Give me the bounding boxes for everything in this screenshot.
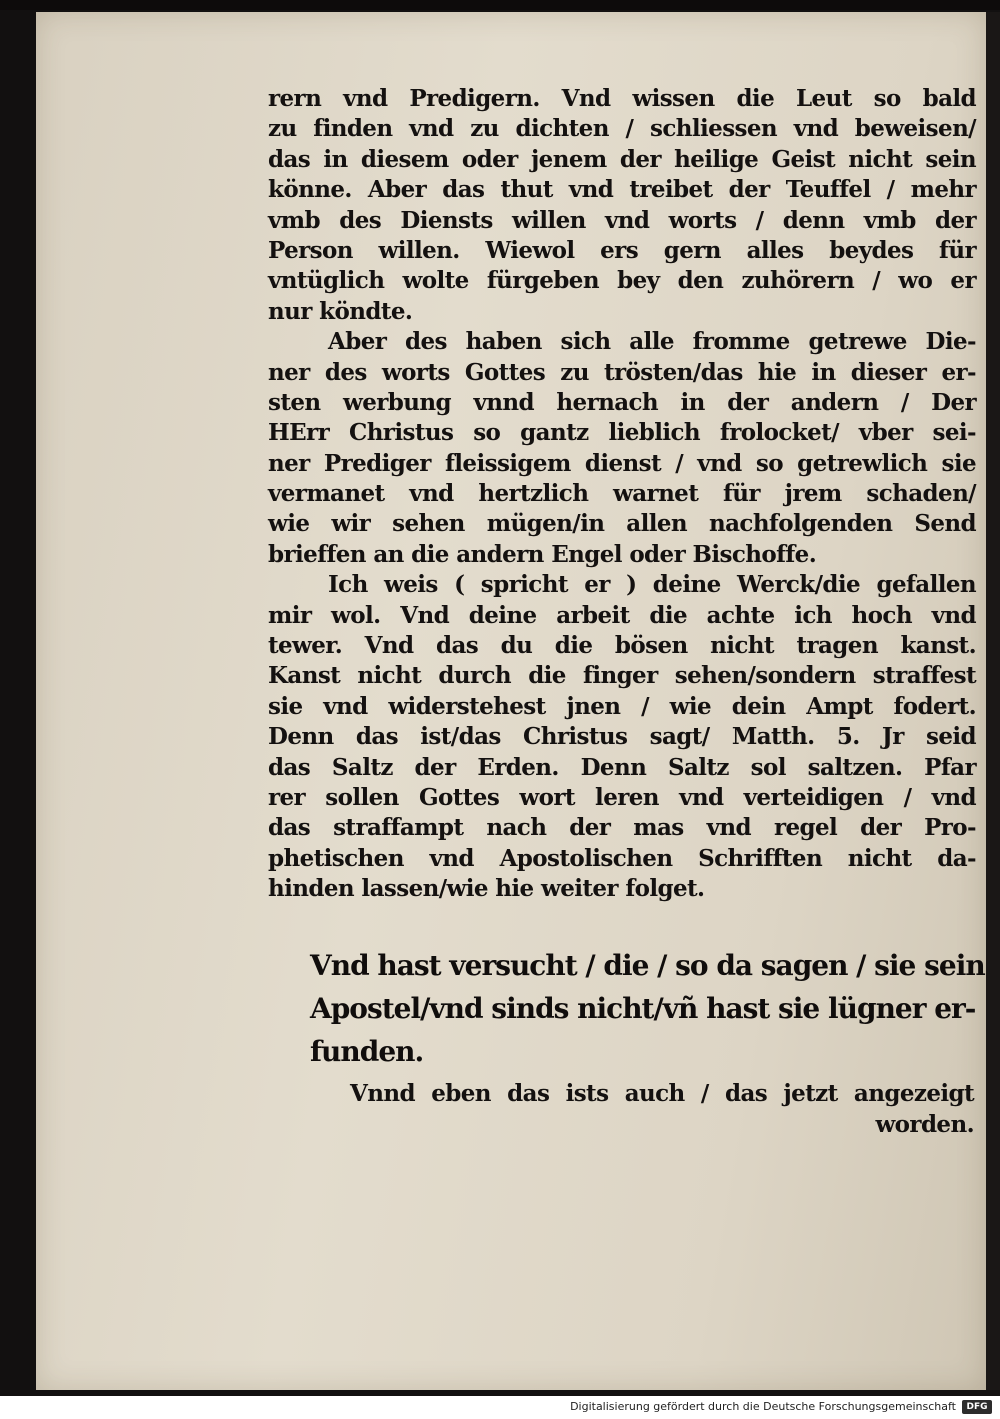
body-line: tewer. Vnd das du die bösen nicht tragen kanst. <box>268 632 976 660</box>
body-line: Denn das ist/das Christus sagt/ Matth. 5. Jr seid <box>268 723 976 751</box>
body-line: HErr Christus so gantz lieblich frolocket/ vber sei- <box>268 419 976 447</box>
body-line: ner Prediger fleissigem dienst / vnd so getrewlich sie <box>268 449 976 477</box>
scripture-quote <box>310 944 985 1073</box>
body-line: vermanet vnd hertzlich warnet für jrem schaden/ <box>268 480 976 508</box>
closing-text <box>350 1078 974 1140</box>
body-line: rern vnd Predigern. Vnd wissen die Leut so bald <box>268 85 976 112</box>
scan-top-border <box>0 0 1000 10</box>
body-line: sten werbung vnnd hernach in der andern / Der <box>268 388 976 416</box>
body-line: mir wol. Vnd deine arbeit die achte ich hoch vnd <box>268 601 976 629</box>
body-line: vmb des Diensts willen vnd worts / denn vmb der <box>268 206 976 234</box>
dfg-credit: Digitalisierung gefördert durch die Deutsche Forschungsgemeinschaft <box>570 1400 956 1413</box>
body-line: das straffampt nach der mas vnd regel der Pro- <box>268 814 976 842</box>
body-line: hinden lassen/wie hie weiter folget. <box>268 875 705 903</box>
body-line: das Saltz der Erden. Denn Saltz sol saltzen. Pfar <box>268 753 976 781</box>
body-line: vntüglich wolte fürgeben bey den zuhörern / wo er <box>268 267 976 295</box>
dfg-logo-icon: DFG <box>962 1400 992 1414</box>
footer-bar <box>0 1396 1000 1419</box>
body-line: brieffen an die andern Engel oder Bischoffe. <box>268 540 817 568</box>
body-line: das in diesem oder jenem der heilige Geist nicht sein <box>268 145 976 173</box>
scripture-line: funden. <box>310 1035 424 1068</box>
scripture-line: Apostel/vnd sinds nicht/vñ hast sie lügner er- <box>310 992 976 1025</box>
body-line: Aber des haben sich alle fromme getrewe Die- <box>328 328 976 356</box>
body-line: könne. Aber das thut vnd treibet der Teuffel / mehr <box>268 176 976 204</box>
body-line: phetischen vnd Apostolischen Schrifften nicht da- <box>268 844 976 872</box>
body-line: rer sollen Gottes wort leren vnd verteidigen / vnd <box>268 783 976 811</box>
body-line: Person willen. Wiewol ers gern alles beydes für <box>268 236 976 264</box>
body-line: wie wir sehen mügen/in allen nachfolgenden Send <box>268 510 976 538</box>
body-line: Ich weis ( spricht er ) deine Werck/die gefallen <box>328 571 976 599</box>
body-line: nur köndte. <box>268 297 413 325</box>
catchword: worden. <box>875 1111 974 1138</box>
body-line: sie vnd widerstehest jnen / wie dein Ampt fodert. <box>268 692 976 720</box>
page-right-edge <box>986 12 1000 1390</box>
body-text <box>268 84 976 905</box>
scripture-line: Vnd hast versucht / die / so da sagen / sie sein <box>310 949 985 982</box>
body-line: zu finden vnd zu dichten / schliessen vnd beweisen/ <box>268 115 976 143</box>
body-line: Kanst nicht durch die finger sehen/sondern straffest <box>268 662 976 690</box>
body-line: ner des worts Gottes zu trösten/das hie in dieser er- <box>268 358 976 386</box>
closing-line: Vnnd eben das ists auch / das jetzt angezeigt <box>350 1080 974 1107</box>
